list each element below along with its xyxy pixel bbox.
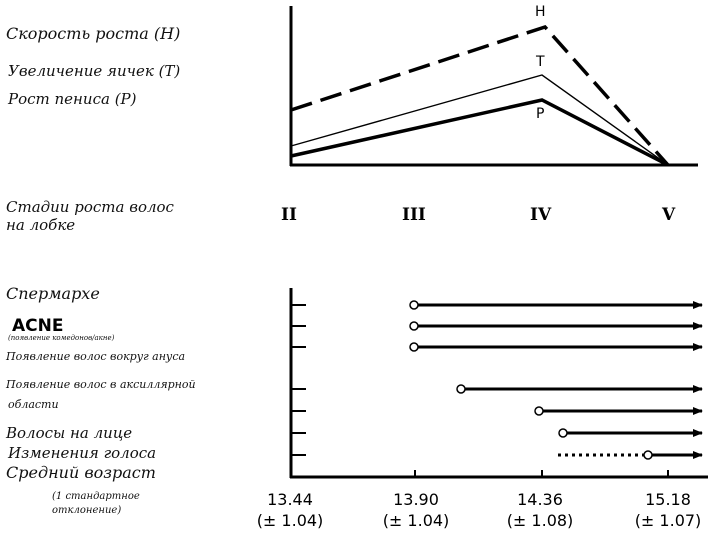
stage-label-iv: IV (530, 205, 552, 225)
facial-hair-onset-marker (535, 407, 543, 415)
axillary-hair-label-line1: Появление волос в аксиллярной (6, 378, 196, 391)
facial-hair-label: Волосы на лице (6, 424, 133, 442)
penis-growth-label: Рост пениса (P) (8, 90, 137, 108)
stage-label-v: V (662, 205, 676, 225)
curve-letter-t: T (536, 54, 545, 70)
axillary-hair-label-line2: области (8, 398, 59, 411)
age-mean-1: 13.44 (267, 490, 313, 509)
curve-letter-h: H (535, 4, 546, 20)
testes-growth-label: Увеличение яичек (T) (8, 62, 181, 80)
voice-change-late-marker (644, 451, 652, 459)
acne-note: (появление комедонов/акне) (8, 334, 115, 342)
age-mean-3: 14.36 (517, 490, 563, 509)
perianal-hair-onset-marker (410, 343, 418, 351)
spermarche-onset-marker (410, 301, 418, 309)
acne-onset-marker (410, 322, 418, 330)
age-sd-1: (± 1.04) (256, 511, 324, 530)
acne-label: ACNE (12, 316, 64, 336)
age-mean-2: 13.90 (393, 490, 439, 509)
axillary-hair-onset-marker (457, 385, 465, 393)
age-sd-3: (± 1.08) (506, 511, 574, 530)
pubic-hair-label-line2: на лобке (6, 216, 76, 234)
age-sd-4: (± 1.07) (634, 511, 702, 530)
curve-letter-p: P (536, 106, 545, 122)
perianal-hair-label: Появление волос вокруг ануса (6, 350, 186, 363)
mean-age-label: Средний возраст (6, 463, 156, 482)
age-mean-4: 15.18 (645, 490, 691, 509)
voice-change-onset-marker (559, 429, 567, 437)
voice-change-label: Изменения голоса (8, 444, 157, 462)
penis-growth-curve (291, 100, 668, 165)
spermarche-label: Спермархе (6, 284, 100, 303)
stage-label-iii: III (402, 205, 426, 225)
sd-note-line1: (1 стандартное (52, 491, 140, 502)
testes-growth-curve (291, 75, 668, 165)
sd-note-line2: отклонение) (52, 505, 122, 516)
height-velocity-label: Скорость роста (H) (6, 24, 181, 43)
stage-label-ii: II (281, 205, 297, 225)
pubic-hair-label-line1: Стадии роста волос (6, 198, 174, 216)
age-sd-2: (± 1.04) (382, 511, 450, 530)
